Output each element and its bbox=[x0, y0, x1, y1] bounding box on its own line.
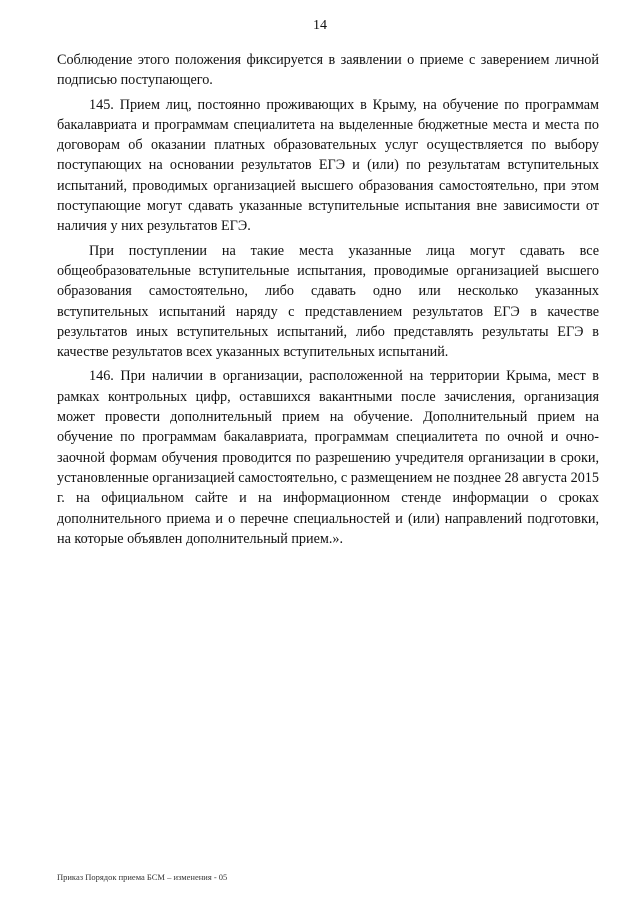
paragraph-continuation: Соблюдение этого положения фиксируется в заявлении о приеме с заверением личной подписью поступающего. bbox=[57, 52, 599, 89]
paragraph-145-part-2: При поступлении на такие места указанные лица могут сдавать все общеобразовательные вступительные испытания, проводимые организацией высшего образования самостоятельно, либо сдавать одно или несколько указанных вступительных испытаний наряду с представлением результатов ЕГЭ в качестве результатов иных вступительных испытаний, либо представлять результаты ЕГЭ в качестве результатов всех указанных вступительных испытаний. bbox=[57, 242, 599, 361]
paragraph-145: 145. Прием лиц, постоянно проживающих в Крыму, на обучение по программам бакалавриата и программам специалитета на выделенные бюджетные места и места по договорам об оказании платных образовательных услуг осуществляется по выбору поступающих на основании результатов ЕГЭ и (или) по результатам вступительных испытаний, проводимых организацией высшего образования самостоятельно, при этом поступающие могут сдавать указанные вступительные испытания вне зависимости от наличия у них результатов ЕГЭ. bbox=[57, 96, 599, 235]
document-body bbox=[57, 50, 599, 553]
page-number: 14 bbox=[313, 18, 327, 33]
document-footer: Приказ Порядок приема БСМ – изменения - 05 bbox=[57, 872, 228, 882]
paragraph-146: 146. При наличии в организации, расположенной на территории Крыма, мест в рамках контрольных цифр, оставшихся вакантными после зачисления, организация может провести дополнительный прием на обучение. Дополнительный прием на обучение по программам бакалавриата, программам специалитета по очной и очно-заочной формам обучения проводится по разрешению учредителя организации в сроки, установленные организацией самостоятельно, с размещением не позднее 28 августа 2015 г. на официальном сайте и на информационном стенде информации о сроках дополнительного приема и о перечне специальностей и (или) направлений подготовки, на которые объявлен дополнительный прием.». bbox=[57, 368, 599, 547]
